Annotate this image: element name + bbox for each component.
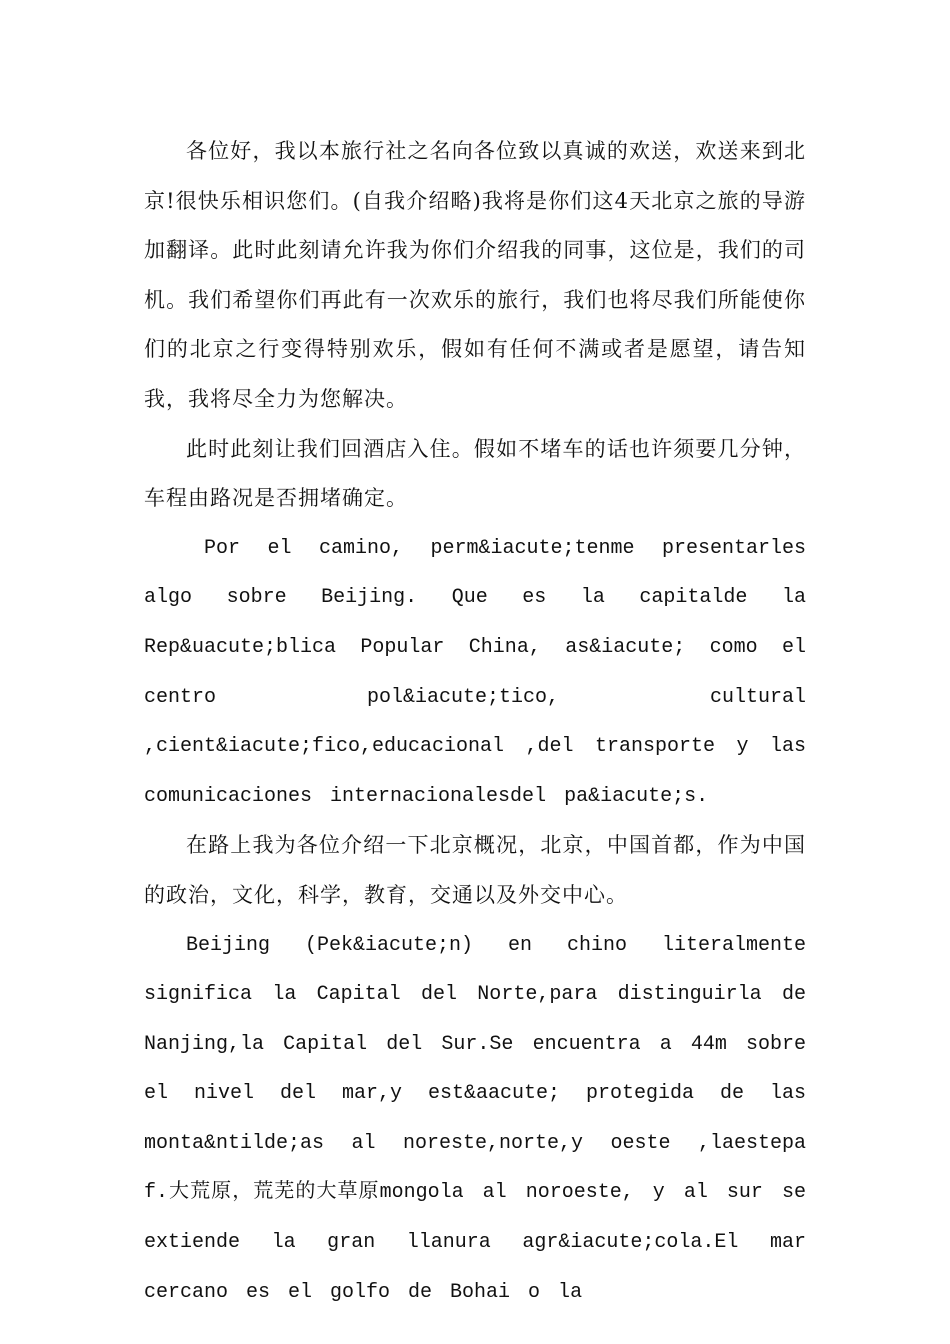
paragraph-welcome: 各位好，我以本旅行社之名向各位致以真诚的欢送，欢送来到北京!很快乐相识您们。(自我介绍略)我将是你们这4天北京之旅的导游加翻译。此时此刻请允许我为你们介绍我的同事，这位是，我们的司机。我们希望你们再此有一次欢乐的旅行，我们也将尽我们所能使你们的北京之行变得特别欢乐，假如有任何不满或者是愿望，请告知我，我将尽全力为您解决。 (144, 139, 806, 411)
document-body (144, 127, 806, 1317)
paragraph-beijing-overview: 在路上我为各位介绍一下北京概况，北京，中国首都，作为中国的政治，文化，科学，教育，交通以及外交中心。 (144, 833, 806, 907)
paragraph-hotel: 此时此刻让我们回酒店入住。假如不堵车的话也许须要几分钟，车程由路况是否拥堵确定。 (144, 436, 806, 511)
paragraph-spanish-geography: Beijing (Pek&iacute;n) en chino literalmente significa la Capital del Norte,para distinguirla de Nanjing,la Capital del Sur.Se encuentra a 44m sobre el nivel del mar,y est&aacute; protegida de las monta&ntilde;as al noreste,norte,y oeste ,laestepa f.大荒原，荒芜的大草原mongola al noroeste, y al sur se extiende la gran llanura agr&iacute;cola.El mar cercano es el golfo de Bohai o la (144, 933, 806, 1304)
paragraph-spanish-intro: Por el camino, perm&iacute;tenme presentarles algo sobre Beijing. Que es la capitalde la Rep&uacute;blica Popular China, as&iacute; como el centro pol&iacute;tico, cultural ,cient&iacute;fico,educacional ,del transporte y las comunicaciones internacionalesdel pa&iacute;s. (144, 536, 806, 808)
